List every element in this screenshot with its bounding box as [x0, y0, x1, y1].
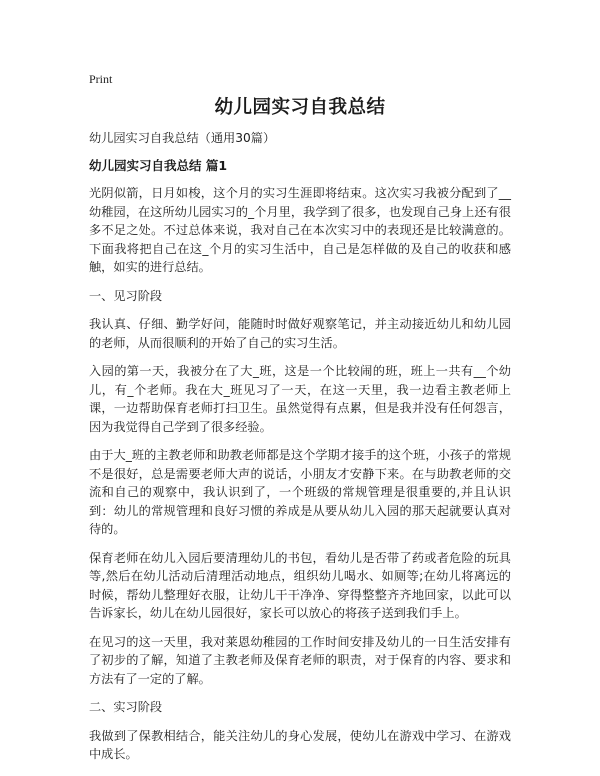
print-link[interactable]: Print — [89, 72, 113, 86]
observation-paragraph: 我认真、仔细、勤学好问，能随时时做好观察笔记，并主动接近幼儿和幼儿园的老师，从而很顺利的开始了自己的实习生活。 — [89, 317, 511, 350]
class-routine-paragraph: 由于大_班的主教老师和助教老师都是这个学期才接手的这个班，小孩子的常规不是很好，总是需要老师大声的说话，小朋友才安静下来。在与助教老师的交流和自己的观察中，我认识到了，一个班级的常规管理是很重要的,并且认识到：幼儿的常规管理和良好习惯的养成是从要从幼儿入园的那天起就要认真对待的。 — [89, 448, 511, 536]
internship-stage-heading: 二、实习阶段 — [89, 700, 163, 714]
observation-stage-heading: 一、见习阶段 — [89, 288, 163, 303]
care-teacher-paragraph: 保育老师在幼儿入园后要清理幼儿的书包，看幼儿是否带了药或者危险的玩具等,然后在幼儿活动后清理活动地点，组织幼儿喝水、如厕等;在幼儿将离远的时候，帮幼儿整理好衣服，让幼儿干干净净、穿得整整齐齐地回家，以此可以告诉家长，幼儿在幼儿园很好，家长可以放心的将孩子送到我们手上。 — [89, 550, 511, 620]
intro-paragraph: 光阴似箭，日月如梭，这个月的实习生涯即将结束。这次实习我被分配到了__幼稚园，在这所幼儿园实习的_个月里，我学到了很多，也发现自己身上还有很多不足之处。不过总体来说，我对自己在本次实习中的表现还是比较满意的。下面我将把自己在这_个月的实习生活中，自己是怎样做的及自己的收获和感触，如实的进行总结。 — [89, 186, 511, 274]
first-day-paragraph: 入园的第一天，我被分在了大_班，这是一个比较闹的班，班上一共有__个幼儿，有_个老师。我在大_班见习了一天，在这一天里，我一边看主教老师上课，一边帮助保育老师打扫卫生。虽然觉得有点累，但是我并没有任何怨言，因为我觉得自己学到了很多经验。 — [89, 364, 511, 434]
observation-summary-paragraph: 在见习的这一天里，我对莱恩幼稚园的工作时间安排及幼儿的一日生活安排有了初步的了解，知道了主教老师及保育老师的职责，对于保育的内容、要求和方法有了一定的了解。 — [89, 634, 511, 686]
internship-paragraph: 我做到了保教相结合，能关注幼儿的身心发展，使幼儿在游戏中学习、在游戏中成长。 — [89, 728, 511, 761]
section-heading: 幼儿园实习自我总结 篇1 — [89, 158, 228, 173]
document-title: 幼儿园实习自我总结 — [214, 97, 386, 118]
document-subtitle: 幼儿园实习自我总结（通用30篇） — [89, 131, 276, 145]
